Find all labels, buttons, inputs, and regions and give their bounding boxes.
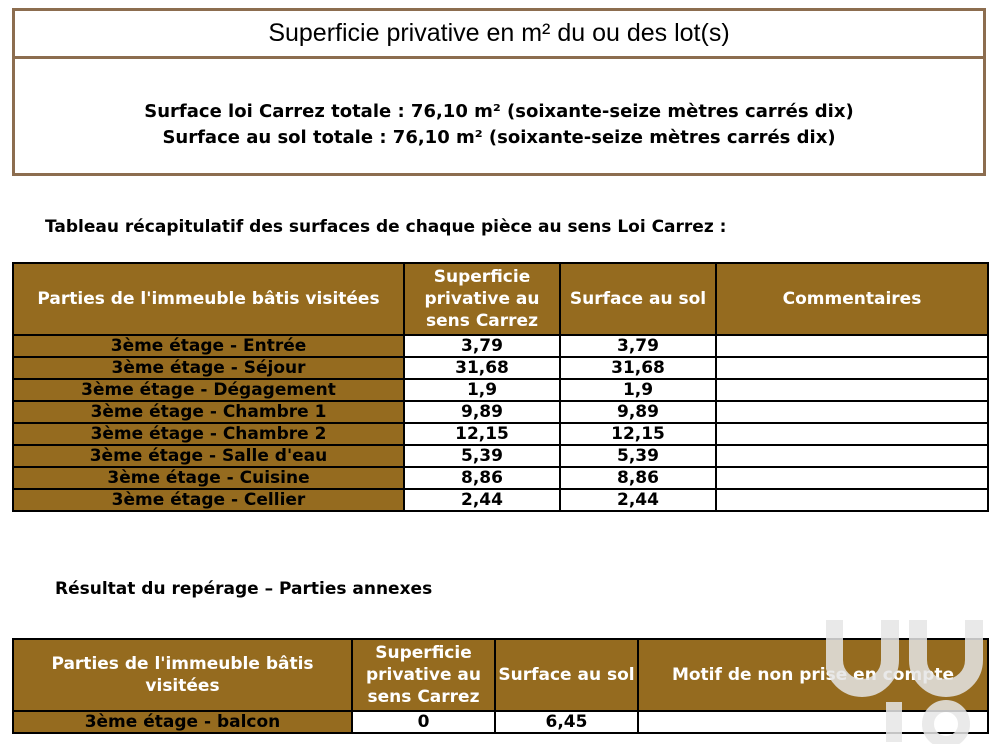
carrez-value: 31,68 [404, 357, 560, 379]
column-header: Motif de non prise en compte [638, 639, 988, 711]
floor-value: 31,68 [560, 357, 716, 379]
motif-cell [638, 711, 988, 733]
carrez-value: 5,39 [404, 445, 560, 467]
floor-total: Surface au sol totale : 76,10 m² (soixante-seize mètres carrés dix) [162, 127, 836, 148]
room-name: 3ème étage - Chambre 2 [13, 423, 404, 445]
floor-value: 12,15 [560, 423, 716, 445]
floor-value: 1,9 [560, 379, 716, 401]
comment-cell [716, 335, 988, 357]
floor-value: 6,45 [495, 711, 638, 733]
table-header-row [13, 639, 988, 711]
carrez-table [12, 262, 989, 512]
room-name: 3ème étage - Cuisine [13, 467, 404, 489]
page-title: Superficie privative en m² du ou des lot(s) [15, 11, 983, 59]
room-name: 3ème étage - Chambre 1 [13, 401, 404, 423]
summary-box [12, 8, 986, 176]
table-row [13, 423, 988, 445]
carrez-value: 3,79 [404, 335, 560, 357]
floor-value: 5,39 [560, 445, 716, 467]
column-header: Parties de l'immeuble bâtis visitées [13, 263, 404, 335]
comment-cell [716, 423, 988, 445]
table-row [13, 335, 988, 357]
comment-cell [716, 357, 988, 379]
comment-cell [716, 489, 988, 511]
column-header: Surface au sol [560, 263, 716, 335]
table-row [13, 401, 988, 423]
floor-value: 8,86 [560, 467, 716, 489]
carrez-total: Surface loi Carrez totale : 76,10 m² (soixante-seize mètres carrés dix) [144, 101, 854, 122]
carrez-value: 9,89 [404, 401, 560, 423]
column-header: Parties de l'immeuble bâtis visitées [13, 639, 352, 711]
table-header-row [13, 263, 988, 335]
table-row [13, 445, 988, 467]
room-name: 3ème étage - balcon [13, 711, 352, 733]
comment-cell [716, 467, 988, 489]
column-header: Surface au sol [495, 639, 638, 711]
table-row [13, 357, 988, 379]
column-header: Commentaires [716, 263, 988, 335]
floor-value: 3,79 [560, 335, 716, 357]
section-title-annexes: Résultat du repérage – Parties annexes [55, 579, 433, 599]
floor-value: 9,89 [560, 401, 716, 423]
column-header: Superficie privative au sens Carrez [404, 263, 560, 335]
column-header: Superficie privative au sens Carrez [352, 639, 495, 711]
comment-cell [716, 445, 988, 467]
table-row [13, 489, 988, 511]
summary-text [15, 99, 983, 151]
room-name: 3ème étage - Entrée [13, 335, 404, 357]
room-name: 3ème étage - Dégagement [13, 379, 404, 401]
room-name: 3ème étage - Cellier [13, 489, 404, 511]
section-title-carrez: Tableau récapitulatif des surfaces de chaque pièce au sens Loi Carrez : [45, 217, 727, 237]
table-row [13, 711, 988, 733]
floor-value: 2,44 [560, 489, 716, 511]
comment-cell [716, 401, 988, 423]
carrez-value: 2,44 [404, 489, 560, 511]
carrez-value: 1,9 [404, 379, 560, 401]
comment-cell [716, 379, 988, 401]
carrez-value: 12,15 [404, 423, 560, 445]
table-row [13, 467, 988, 489]
room-name: 3ème étage - Séjour [13, 357, 404, 379]
annexes-table [12, 638, 989, 734]
carrez-value: 8,86 [404, 467, 560, 489]
carrez-value: 0 [352, 711, 495, 733]
table-row [13, 379, 988, 401]
room-name: 3ème étage - Salle d'eau [13, 445, 404, 467]
